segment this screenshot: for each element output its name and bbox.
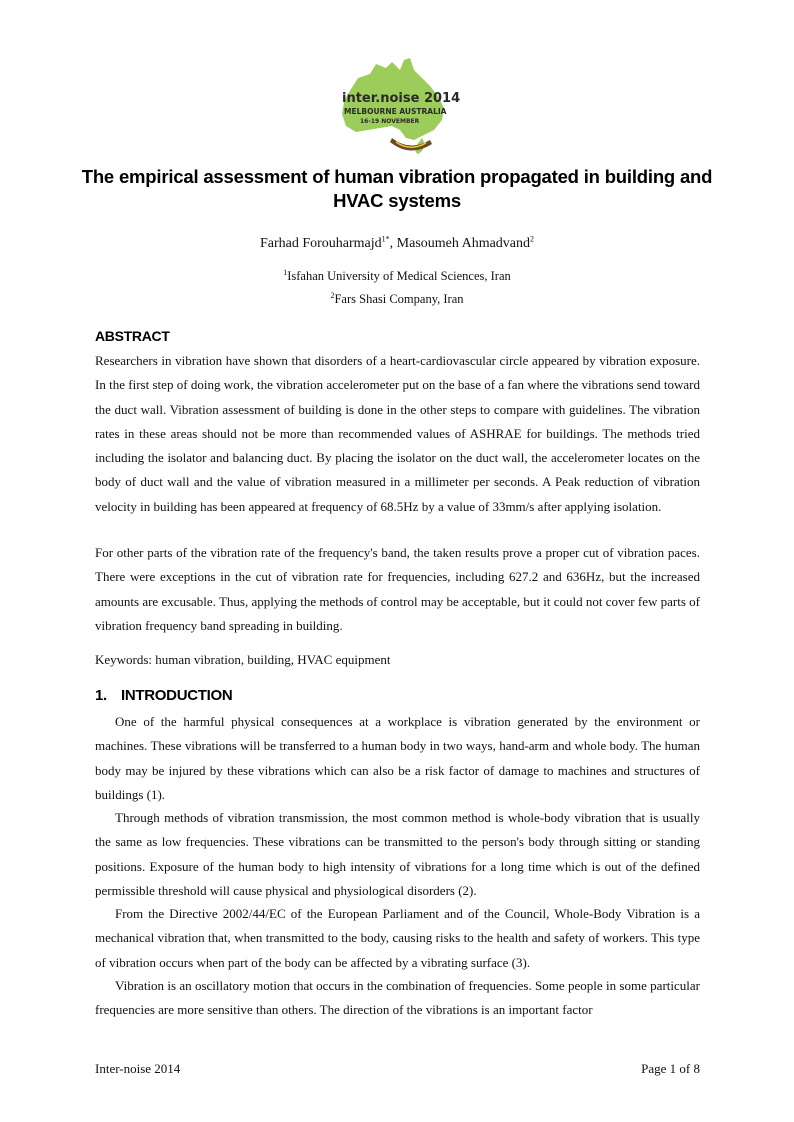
author-1-affiliation-mark: 1*: [381, 234, 390, 244]
affiliation-2-mark: 2: [330, 290, 335, 300]
introduction-heading: [95, 687, 232, 704]
affiliation-1-text: Isfahan University of Medical Sciences, Iran: [287, 269, 511, 283]
author-1-name: Farhad Forouharmajd: [259, 236, 382, 251]
section-number: 1.: [95, 687, 107, 704]
introduction-paragraph-1: One of the harmful physical consequences at a workplace is vibration generated by the environment or machines. These vibrations will be transferred to a human body in two ways, hand-arm and whole body. The human body may be injured by these vibrations which can also be a risk factor of damage to machines and structures of buildings (1).: [95, 714, 700, 802]
author-list: [80, 236, 714, 252]
section-title: INTRODUCTION: [121, 687, 233, 704]
abstract-paragraph-2: For other parts of the vibration rate of the frequency's band, the taken results prove a proper cut of vibration paces. There were exceptions in the cut of vibration rate for frequencies, including 627.2 and 636Hz, but the increased amounts are excusable. Thus, applying the methods of control may be acceptable, but it could not cover few parts of vibration frequency band spreading in building.: [95, 545, 700, 633]
keywords: Keywords: human vibration, building, HVAC equipment: [95, 652, 391, 667]
author-2-name: Masoumeh Ahmadvand: [396, 236, 531, 251]
footer-conference: Inter-noise 2014: [95, 1061, 181, 1076]
affiliation-1: [80, 269, 714, 284]
introduction-paragraph-2: Through methods of vibration transmission, the most common method is whole-body vibration that is usually the same as low frequencies. These vibrations can be transmitted to the person's body through sitting or standing positions. Exposure of the human body to high intensity of vibrations for a long time which is out of the defined permissible threshold will cause physical and physiological disorders (2).: [95, 810, 700, 898]
affiliation-1-mark: 1: [283, 267, 288, 277]
logo-line-1: inter.noise 2014: [342, 91, 460, 106]
affiliation-2-text: Fars Shasi Company, Iran: [334, 292, 464, 306]
affiliation-2: [80, 292, 714, 307]
paper-title: The empirical assessment of human vibration propagated in building and HVAC systems: [81, 166, 713, 211]
logo-line-3: 16-19 NOVEMBER: [360, 118, 420, 125]
author-2-affiliation-mark: 2: [530, 234, 535, 244]
conference-logo: [330, 56, 460, 160]
author-separator: ,: [389, 236, 397, 251]
abstract-paragraph-1: Researchers in vibration have shown that disorders of a heart-cardiovascular circle appeared by vibration exposure. In the first step of doing work, the vibration accelerometer put on the base of a fan where the vibrations send toward the duct wall. Vibration assessment of building is done in the other steps to compare with guidelines. The vibration rates in these areas should not be more than recommended values of ASHRAE for buildings. The methods tried including the isolator and balancing duct. By placing the isolator on the duct wall, the accelerometer locates on the body of duct wall and the value of vibration measured in a millimeter per seconds. A Peak reduction of vibration velocity in building has been appeared at frequency of 68.5Hz by a value of 33mm/s after applying isolation.: [95, 353, 700, 514]
logo-line-2: MELBOURNE AUSTRALIA: [344, 107, 447, 116]
footer-page-number: Page 1 of 8: [641, 1061, 700, 1076]
australia-map-logo-graphic: [330, 56, 460, 160]
abstract-heading: ABSTRACT: [95, 328, 170, 344]
introduction-paragraph-4: Vibration is an oscillatory motion that occurs in the combination of frequencies. Some people in some particular frequencies are more sensitive than others. The direction of the vibrations is an important factor: [95, 978, 700, 1018]
introduction-paragraph-3: From the Directive 2002/44/EC of the European Parliament and of the Council, Whole-Body Vibration is a mechanical vibration that, when transmitted to the body, causing risks to the health and safety of workers. This type of vibration occurs when part of the body can be affected by a vibrating surface (3).: [95, 906, 700, 970]
